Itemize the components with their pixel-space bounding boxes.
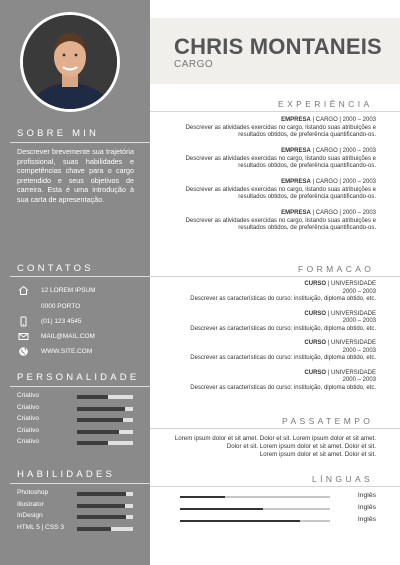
globe-icon [17, 345, 29, 357]
education-years: 2000 – 2003 [342, 318, 376, 325]
language-bar [180, 520, 330, 522]
skills-divider [10, 483, 150, 484]
personality-bar-fill [77, 407, 125, 411]
skill-row [17, 524, 135, 534]
contact-email-text[interactable]: MAIL@MAIL.COM [41, 332, 95, 340]
hobbies-divider [150, 428, 400, 429]
experience-role-dates: | CARGO | 2000 – 2003 [310, 148, 376, 154]
skills-title: HABILIDADES [17, 469, 116, 480]
languages-divider [150, 486, 400, 487]
skill-label: Illustrator [17, 500, 44, 508]
contacts-title: CONTATOS [17, 263, 94, 274]
education-heading [160, 281, 376, 289]
skill-label: InDesign [17, 512, 43, 519]
about-text: Descrever brevemente sua trajetória profissional, suas habilidades e competências chave para o cargo pretendido e seus objetivos de carreira. Esta é uma introdução à sua carta de apresentação. [17, 147, 134, 204]
skill-bar-fill [77, 515, 126, 519]
personality-bar [77, 441, 133, 445]
education-years: 2000 – 2003 [342, 288, 376, 295]
education-desc: Descrever as características do curso: instituição, diploma obtido, etc. [190, 384, 376, 391]
education-desc: Descrever as características do curso: instituição, diploma obtido, etc. [190, 325, 376, 332]
education-school: | UNIVERSIDADE [326, 340, 376, 346]
experience-desc: resultados obtidos, de preferência quantificando-os. [238, 163, 376, 170]
experience-role-dates: | CARGO | 2000 – 2003 [310, 117, 376, 123]
contact-phone-text: (01) 123 4545 [41, 317, 82, 325]
personality-bar [77, 418, 133, 422]
language-label: Inglês [357, 516, 376, 523]
experience-desc: Descrever as atividades exercidas no cargo, listando suas atribuições e [185, 124, 376, 131]
skill-row [17, 512, 135, 522]
contact-address-line2: 0000 PORTO [41, 302, 81, 310]
skill-bar-fill [77, 492, 126, 496]
experience-role-dates: | CARGO | 2000 – 2003 [310, 179, 376, 185]
education-entry [160, 311, 376, 334]
personality-bar-fill [77, 395, 108, 399]
language-bar-fill [180, 496, 225, 498]
hobbies-line: Lorem ipsum dolor et sit amet. Dolor et sit. Lorem ipsum dolor et sit amet. [174, 435, 376, 442]
education-school: | UNIVERSIDADE [326, 369, 376, 376]
contact-phone [17, 315, 82, 327]
personality-row [17, 438, 135, 448]
education-divider [150, 276, 400, 277]
personality-bar [77, 395, 133, 399]
about-divider [10, 142, 150, 143]
experience-heading [160, 179, 376, 187]
experience-entry [160, 148, 376, 171]
experience-entry [160, 117, 376, 140]
personality-row [17, 404, 135, 414]
skill-bar [77, 492, 133, 496]
education-heading [160, 340, 376, 348]
personality-row [17, 415, 135, 425]
language-bar [180, 496, 330, 498]
experience-entry [160, 210, 376, 233]
personality-divider [10, 386, 150, 387]
experience-heading [160, 210, 376, 218]
education-entry [160, 281, 376, 304]
skill-bar-fill [77, 527, 111, 531]
skill-bar [77, 504, 133, 508]
education-heading [160, 370, 376, 378]
language-row [180, 516, 376, 526]
avatar [23, 15, 117, 109]
education-course: CURSO [304, 281, 327, 287]
personality-row [17, 427, 135, 437]
education-title: FORMACAO [298, 264, 375, 274]
education-years: 2000 – 2003 [342, 347, 376, 354]
experience-divider [150, 111, 400, 112]
skill-label: Photoshop [17, 489, 49, 496]
education-school: | UNIVERSIDADE [326, 281, 376, 287]
hobbies-line: Lorem ipsum dolor et sit amet. Dolor et sit. [259, 450, 376, 458]
experience-desc: Descrever as atividades exercidas no cargo, listando suas atribuições e [185, 155, 376, 162]
languages-title: LÍNGUAS [312, 474, 374, 484]
education-desc: Descrever as características do curso: instituição, diploma obtido, etc. [190, 296, 376, 303]
education-years: 2000 – 2003 [342, 377, 376, 384]
experience-company: EMPRESA [281, 117, 311, 123]
education-heading [160, 311, 376, 319]
experience-company: EMPRESA [281, 148, 311, 154]
skill-row [17, 489, 135, 499]
skill-bar-fill [77, 504, 125, 508]
personality-bar [77, 407, 133, 411]
contacts-divider [10, 276, 150, 277]
language-bar [180, 508, 330, 510]
personality-label: Criativo [17, 392, 40, 399]
home-icon [17, 284, 29, 296]
experience-entry [160, 179, 376, 202]
language-bar-fill [180, 508, 263, 510]
personality-label: Criativo [17, 438, 40, 445]
hobbies-text [170, 435, 376, 458]
personality-label: Criativo [17, 426, 40, 434]
education-course: CURSO [304, 340, 327, 346]
skill-bar [77, 515, 133, 519]
education-entry [160, 370, 376, 393]
personality-bar-fill [77, 430, 119, 434]
education-course: CURSO [304, 310, 327, 317]
language-row [180, 492, 376, 502]
skill-label: HTML 5 | CSS 3 [17, 523, 64, 531]
education-entry [160, 340, 376, 363]
education-school: | UNIVERSIDADE [326, 310, 376, 317]
job-title: CARGO [174, 59, 214, 70]
experience-desc: Descrever as atividades exercidas no cargo, listando suas atribuições e [185, 217, 376, 224]
experience-heading [160, 117, 376, 125]
language-bar-fill [180, 520, 300, 522]
experience-company: EMPRESA [281, 179, 311, 185]
language-label: Inglês [357, 504, 376, 511]
personality-row [17, 392, 135, 402]
about-title: SOBRE MIN [17, 128, 100, 139]
personality-bar [77, 430, 133, 434]
contact-address [17, 284, 96, 296]
education-desc: Descrever as características do curso: instituição, diploma obtido, etc. [190, 355, 376, 362]
personality-bar-fill [77, 418, 123, 422]
personality-label: Criativo [17, 415, 40, 422]
profile-photo [20, 12, 120, 112]
contact-address-line1: 12 LOREM IPSUM [41, 286, 96, 294]
experience-desc: resultados obtidos, de preferência quantificando-os. [238, 132, 376, 139]
experience-heading [160, 148, 376, 156]
experience-desc: resultados obtidos, de preferência quantificando-os. [238, 194, 376, 201]
personality-label: Criativo [17, 403, 40, 411]
phone-icon [17, 315, 29, 327]
hobbies-line: Dolor et sit. Lorem ipsum dolor et sit amet. Dolor et sit. [226, 442, 376, 450]
personality-bar-fill [77, 441, 108, 445]
education-course: CURSO [304, 369, 327, 376]
language-label: Inglês [357, 492, 376, 499]
personality-title: PERSONALIDADE [17, 372, 140, 383]
contact-email[interactable] [17, 330, 95, 342]
sidebar [0, 0, 150, 565]
experience-title: EXPERIÊNCIA [278, 99, 373, 109]
language-row [180, 504, 376, 514]
experience-role-dates: | CARGO | 2000 – 2003 [310, 210, 376, 216]
experience-desc: Descrever as atividades exercidas no cargo, listando suas atribuições e [185, 186, 376, 193]
mail-icon [17, 330, 29, 342]
page-title: CHRIS MONTANEIS [174, 34, 382, 59]
experience-company: EMPRESA [281, 210, 311, 216]
experience-desc: resultados obtidos, de preferência quantificando-os. [238, 225, 376, 232]
skill-bar [77, 527, 133, 531]
hobbies-title: PASSATEMPO [282, 416, 374, 426]
contact-website-text[interactable]: WWW.SITE.COM [41, 347, 93, 355]
contact-website[interactable] [17, 345, 93, 357]
skill-row [17, 501, 135, 511]
